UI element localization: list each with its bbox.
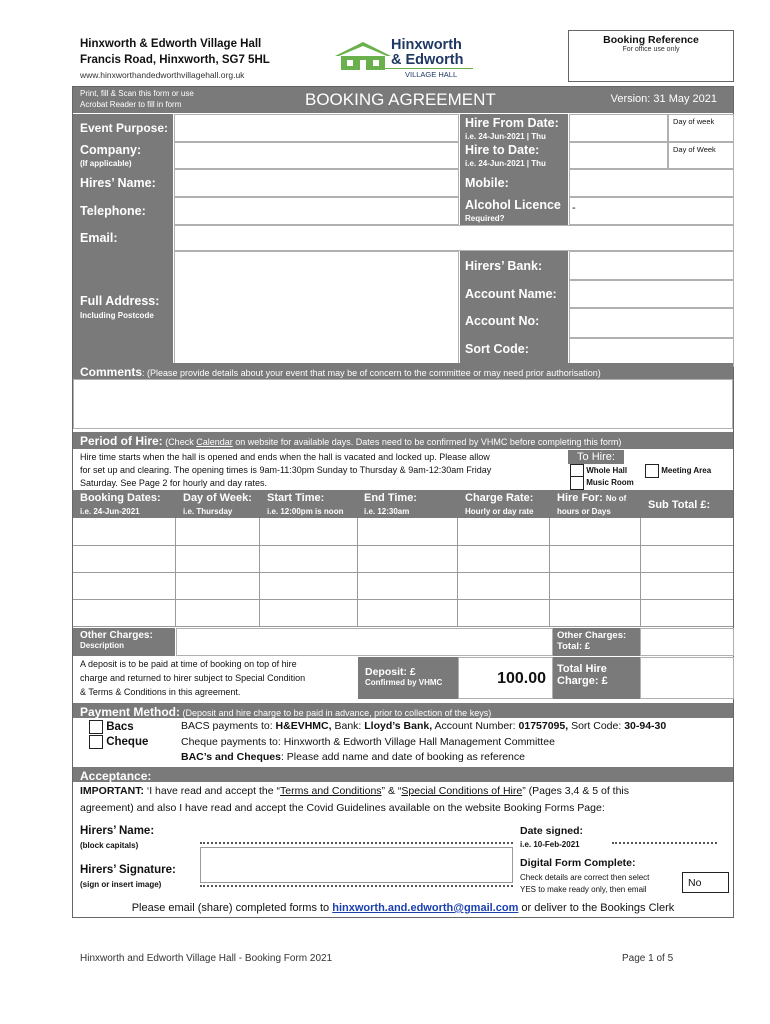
bacs-payee: H&EVHMC, [275, 720, 332, 732]
payment-heading: Payment Method: [80, 705, 181, 719]
hires-name-input[interactable] [174, 169, 459, 197]
col-hire-for-hint: hours or Days [557, 507, 611, 516]
music-room-option[interactable] [570, 476, 634, 490]
block-capitals-hint: (block capitals) [80, 841, 139, 850]
bacs-label: Bacs [106, 721, 134, 734]
account-name-label: Account Name: [465, 287, 557, 301]
table-row[interactable] [73, 518, 733, 546]
cheque-details: Cheque payments to: Hinxworth & Edworth Village Hall Management Committee [181, 736, 555, 748]
hirers-name-line[interactable] [200, 834, 513, 844]
website-link[interactable]: www.hinxworthandedworthvillagehall.org.uk [80, 70, 245, 80]
telephone-input[interactable] [174, 197, 459, 225]
col-start-time: Start Time: [267, 492, 325, 504]
col-charge-rate-hint: Hourly or day rate [465, 507, 534, 516]
total-hire-label-1: Total Hire [557, 663, 607, 675]
calendar-link[interactable]: Calendar [196, 437, 233, 447]
alcohol-value: - [572, 202, 576, 214]
email-text-pre: Please email (share) completed forms to [131, 902, 333, 914]
date-signed-line[interactable] [612, 834, 717, 844]
cheque-label: Cheque [106, 736, 149, 749]
acceptance-text-post: ” (Pages 3,4 & 5 of this [522, 785, 630, 797]
company-input[interactable] [174, 142, 459, 169]
company-sub: (If applicable) [80, 159, 132, 168]
comments-note: : (Please provide details about your event that may be of concern to the committee or may need prior authorisation) [142, 368, 601, 378]
bacs-sort-pre: Sort Code: [568, 720, 625, 732]
submission-instructions [73, 902, 733, 914]
date-signed-hint: i.e. 10-Feb-2021 [520, 840, 580, 849]
mobile-label: Mobile: [465, 176, 509, 190]
table-row[interactable] [73, 573, 733, 600]
bacs-bank-pre: Bank: [331, 720, 365, 732]
special-conditions-link[interactable]: Special Conditions of Hire [401, 785, 523, 797]
date-signed-label: Date signed: [520, 825, 584, 837]
col-day-of-week-hint: i.e. Thursday [183, 507, 233, 516]
day-of-week-hint-2: Day of Week [673, 145, 716, 154]
other-charges-total-input[interactable] [640, 628, 734, 656]
period-text-1: Hire time starts when the hall is opened and ends when the hall is vacated and locked up. Please allow [80, 452, 490, 462]
acceptance-text-2: agreement) and also I have read and accept the Covid Guidelines available on the website Booking Forms Page: [80, 802, 605, 814]
other-charges-label: Other Charges: [80, 630, 153, 641]
music-room-label: Music Room [586, 478, 634, 488]
acceptance-statement [80, 783, 730, 817]
company-label: Company: [80, 143, 142, 157]
deposit-text-1: A deposit is to be paid at time of booking on top of hire [80, 659, 297, 669]
acceptance-bar [73, 767, 733, 782]
alcohol-sub: Required? [465, 214, 505, 223]
hirers-name-label: Hirers’ Name: [80, 825, 155, 837]
col-day-of-week: Day of Week: [183, 492, 252, 504]
total-hire-label-cell [553, 657, 640, 699]
col-booking-dates-hint: i.e. 24-Jun-2021 [80, 507, 140, 516]
signature-box[interactable] [200, 847, 513, 883]
account-no-label: Account No: [465, 314, 540, 328]
table-row[interactable] [73, 546, 733, 573]
page-title: BOOKING AGREEMENT [305, 90, 496, 109]
deposit-text-2: charge and returned to hirer subject to Special Condition [80, 673, 306, 683]
period-description [80, 451, 491, 490]
hire-from-date-input[interactable] [569, 114, 668, 142]
hire-from-hint: i.e. 24-Jun-2021 | Thu [465, 132, 546, 141]
reference-note [181, 751, 525, 763]
table-row[interactable] [73, 600, 733, 627]
total-hire-input[interactable] [640, 657, 734, 699]
deposit-amount: 100.00 [458, 657, 553, 699]
period-note-pre: (Check [162, 437, 197, 447]
full-address-label: Full Address: [80, 294, 160, 308]
bacs-sort-code: 30-94-30 [624, 720, 667, 732]
booking-ref-sub: For office use only [622, 46, 680, 53]
hire-to-date-input[interactable] [569, 142, 668, 169]
telephone-label: Telephone: [80, 204, 146, 218]
hall-building-icon [333, 40, 393, 74]
account-no-input[interactable] [569, 308, 734, 338]
period-text-2: for set up and clearing. The opening times is 9am-11:30pm Sunday to Thursday & 9am-12:30am Friday [80, 465, 492, 475]
mobile-input[interactable] [569, 169, 734, 197]
col-charge-rate: Charge Rate: [465, 492, 534, 504]
email-input[interactable] [174, 225, 734, 251]
meeting-area-label: Meeting Area [661, 466, 712, 476]
hire-from-day-input[interactable] [668, 114, 734, 142]
payment-bar [73, 703, 733, 718]
other-charges-total-label: Other Charges: [557, 630, 627, 641]
digital-form-complete-select[interactable]: No [682, 872, 729, 893]
whole-hall-label: Whole Hall [586, 466, 628, 476]
signature-sub: (sign or insert image) [80, 880, 162, 889]
col-hire-for [557, 492, 626, 504]
booking-ref-title: Booking Reference [603, 34, 699, 46]
music-room-checkbox[interactable] [570, 476, 584, 490]
hire-to-hint: i.e. 24-Jun-2021 | Thu [465, 159, 546, 168]
page-number: Page 1 of 5 [622, 953, 674, 964]
digital-form-label: Digital Form Complete: [520, 857, 636, 869]
acceptance-text-pre: ‘I have read and accept the “ [143, 785, 280, 797]
village-hall-logo [333, 38, 478, 80]
hires-name-label: Hires’ Name: [80, 176, 156, 190]
acceptance-text-mid: ” & “ [381, 785, 402, 797]
bacs-details [181, 720, 666, 732]
acceptance-heading: Acceptance: [80, 769, 152, 783]
logo-text-2: & Edworth [391, 52, 464, 68]
important-label: IMPORTANT: [80, 785, 144, 797]
email-link[interactable]: hinxworth.and.edworth@gmail.com [332, 902, 519, 914]
hire-from-label: Hire From Date: [465, 116, 559, 130]
bacs-checkbox[interactable] [89, 720, 103, 734]
email-text-post: or deliver to the Bookings Clerk [518, 902, 675, 914]
cheque-option[interactable] [89, 735, 148, 749]
event-purpose-label: Event Purpose: [80, 121, 169, 135]
bacs-option[interactable] [89, 720, 134, 734]
bacs-acc-pre: Account Number: [432, 720, 519, 732]
col-hire-for-title: Hire For: [557, 492, 603, 504]
booking-reference-box[interactable] [568, 30, 734, 82]
hall-name: Hinxworth & Edworth Village Hall [80, 38, 262, 50]
full-address-sub: Including Postcode [80, 311, 154, 320]
other-charges-total-label-cell [553, 628, 640, 656]
deposit-label: Deposit: £ [365, 666, 416, 678]
period-heading: Period of Hire: [80, 434, 163, 448]
bacs-account-number: 01757095, [518, 720, 569, 732]
other-charges-total-sub: Total: £ [557, 641, 591, 652]
col-hire-for-small: No of [605, 494, 627, 503]
comments-bar [73, 363, 733, 379]
digital-note-1: Check details are correct then select [520, 873, 650, 882]
digital-note-2: YES to make ready only, then email [520, 885, 647, 894]
hire-to-day-input[interactable] [668, 142, 734, 169]
alcohol-select[interactable] [569, 197, 734, 225]
other-charges-description-input[interactable] [176, 628, 553, 656]
alcohol-label: Alcohol Licence [465, 198, 561, 212]
booking-table-header [73, 490, 733, 518]
footer-title: Hinxworth and Edworth Village Hall - Booking Form 2021 [80, 953, 333, 964]
period-text-3: Saturday. See Page 2 for hourly and day rates. [80, 478, 267, 488]
comments-input[interactable] [73, 379, 733, 429]
bank-input[interactable] [569, 251, 734, 280]
cheque-checkbox[interactable] [89, 735, 103, 749]
bacs-pre: BACS payments to: [181, 720, 276, 732]
full-address-input[interactable] [174, 251, 459, 367]
sort-code-label: Sort Code: [465, 342, 529, 356]
hire-to-label: Hire to Date: [465, 143, 540, 157]
deposit-text-3: & Terms & Conditions in this agreement. [80, 687, 241, 697]
col-sub-total: Sub Total £: [648, 499, 711, 511]
booking-table-body [73, 518, 733, 627]
col-end-time-hint: i.e. 12:30am [364, 507, 410, 516]
digital-form-note [520, 872, 649, 896]
day-of-week-hint-1: Day of week [673, 117, 715, 126]
col-start-time-hint: i.e. 12:00pm is noon [267, 507, 344, 516]
instruction-2: Acrobat Reader to fill in form [80, 100, 182, 109]
deposit-sub: Confirmed by VHMC [365, 678, 443, 687]
reference-note-rest: : Please add name and date of booking as reference [280, 751, 525, 763]
deposit-description [80, 657, 305, 699]
meeting-area-checkbox[interactable] [645, 464, 659, 478]
logo-text-3: VILLAGE HALL [405, 70, 458, 79]
email-label: Email: [80, 231, 118, 245]
hall-address: Francis Road, Hinxworth, SG7 5HL [80, 54, 270, 66]
bacs-bank: Lloyd’s Bank, [364, 720, 433, 732]
col-end-time: End Time: [364, 492, 417, 504]
bank-label: Hirers’ Bank: [465, 259, 543, 273]
other-charges-label-cell [73, 628, 175, 656]
reference-note-bold: BAC’s and Cheques [181, 751, 281, 763]
event-purpose-input[interactable] [174, 114, 459, 142]
total-hire-label-2: Charge: £ [557, 675, 608, 687]
signature-line [200, 879, 513, 887]
instruction-1: Print, fill & Scan this form or use [80, 89, 194, 98]
terms-link[interactable]: Terms and Conditions [279, 785, 382, 797]
account-name-input[interactable] [569, 280, 734, 308]
deposit-label-cell [358, 657, 458, 699]
comments-heading: Comments [80, 365, 143, 379]
period-note-post: on website for available days. Dates need to be confirmed by VHMC before completing this form) [232, 437, 622, 447]
version-label: Version: 31 May 2021 [610, 93, 717, 105]
meeting-area-option[interactable] [645, 464, 711, 478]
col-booking-dates: Booking Dates: [80, 492, 161, 504]
signature-label: Hirers’ Signature: [80, 864, 176, 876]
to-hire-label: To Hire: [568, 450, 624, 464]
other-charges-sub: Description [80, 641, 125, 650]
title-bar [73, 87, 733, 113]
logo-text-1: Hinxworth [391, 37, 462, 53]
period-of-hire-bar [73, 432, 733, 449]
payment-note: (Deposit and hire charge to be paid in advance, prior to collection of the keys) [180, 708, 492, 718]
